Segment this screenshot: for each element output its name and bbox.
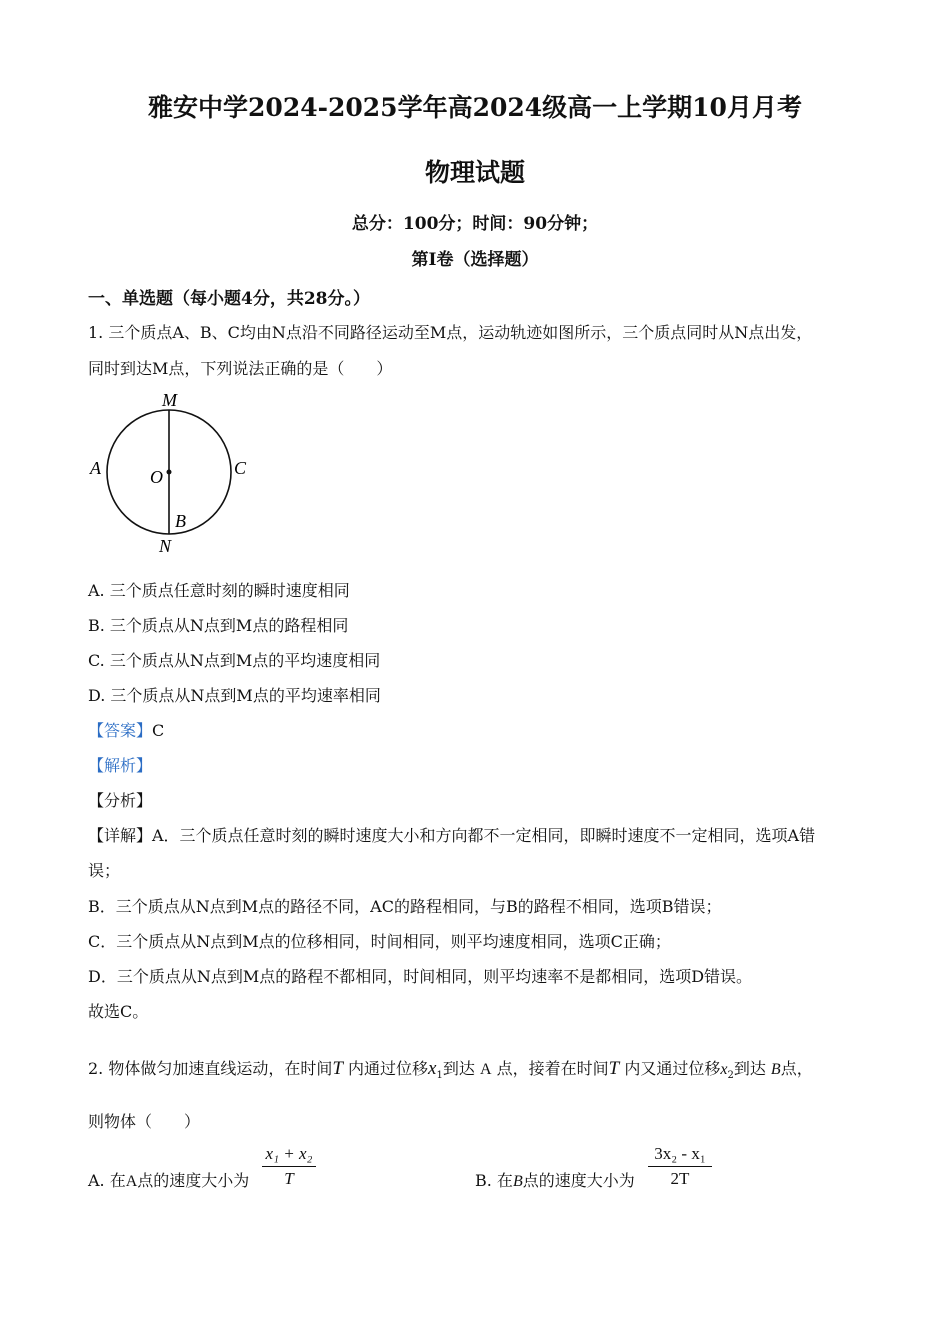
q2-stem-mid2: 到达 <box>442 1059 475 1078</box>
q2-opt-b-point: B <box>512 1173 523 1190</box>
analysis-tag: 【解析】 <box>88 756 153 775</box>
q2-time-t2: T <box>608 1058 620 1079</box>
q2-opt-a-denominator: T <box>284 1169 294 1188</box>
answer-tag: 【答案】 <box>88 721 153 740</box>
q2-opt-a-fraction <box>262 1144 316 1189</box>
q2-opt-b-numerator: 3x₂ - x₁ <box>654 1144 706 1163</box>
q2-opt-b-denominator: 2T <box>670 1169 690 1188</box>
q1-circle-figure <box>86 388 256 558</box>
q2-opt-a-numerator: x₁ + x₂ <box>265 1144 313 1163</box>
q1-stem-line2: 同时到达M点，下列说法正确的是（ ） <box>88 359 393 378</box>
q2-stem-end: 点， <box>780 1059 813 1078</box>
q1-detail-b: B．三个质点从N点到M点的路径不同，AC的路程相同，与B的路程不相同，选项B错误； <box>88 897 722 916</box>
center-dot <box>167 470 172 475</box>
section-heading: 一、单选题（每小题4分，共28分。） <box>88 289 370 309</box>
q2-option-a <box>88 1168 249 1191</box>
q1-option-a: A. 三个质点任意时刻的瞬时速度相同 <box>88 581 350 600</box>
q2-x2: x <box>720 1061 728 1078</box>
q2-stem-mid1: 内通过位移 <box>348 1059 429 1078</box>
q2-opt-a-post: 点的速度大小为 <box>137 1171 250 1190</box>
q2-stem-line1 <box>88 1056 813 1081</box>
q1-option-d: D. 三个质点从N点到M点的平均速率相同 <box>88 686 381 705</box>
answer-value: C <box>152 721 165 740</box>
q2-point-b: B <box>770 1061 781 1078</box>
q2-stem-line2: 则物体（ ） <box>88 1112 201 1131</box>
exam-meta: 总分：100分；时间：90分钟； <box>351 214 599 234</box>
fenxi-tag: 【分析】 <box>88 791 153 810</box>
q2-opt-b-fraction-bar <box>648 1166 712 1167</box>
q1-option-b: B. 三个质点从N点到M点的路程相同 <box>88 616 349 635</box>
q2-stem-pre: 2. 物体做匀加速直线运动，在时间 <box>88 1059 333 1078</box>
q2-opt-a-pre: A. 在 <box>88 1171 126 1190</box>
q2-opt-a-fraction-bar <box>262 1166 316 1167</box>
q1-detail-line1: 【详解】A．三个质点任意时刻的瞬时速度大小和方向都不一定相同，即瞬时速度不一定相同，选项A错 <box>88 826 816 845</box>
label-b: B <box>175 511 186 531</box>
q1-detail-d: D．三个质点从N点到M点的路程不都相同，时间相同，则平均速率不是都相同，选项D错误。 <box>88 967 753 986</box>
q1-answer <box>88 718 164 741</box>
q1-conclusion: 故选C。 <box>88 1002 149 1021</box>
q1-option-c: C. 三个质点从N点到M点的平均速度相同 <box>88 651 381 670</box>
q2-opt-b-pre: B. 在 <box>475 1171 513 1190</box>
q2-stem-mid3: 点，接着在时间 <box>496 1059 609 1078</box>
q2-option-b <box>475 1168 635 1191</box>
label-m: M <box>162 390 177 410</box>
q1-detail-line2: 误； <box>88 861 121 880</box>
volume-heading: 第I卷（选择题） <box>411 250 539 270</box>
label-a: A <box>90 458 101 478</box>
exam-subtitle: 物理试题 <box>424 158 525 187</box>
q1-stem-line1: 1. 三个质点A、B、C均由N点沿不同路径运动至M点，运动轨迹如图所示，三个质点同时从N点出发， <box>88 323 813 342</box>
q2-x2-sub: 2 <box>727 1070 734 1082</box>
q2-opt-a-point: A <box>125 1173 138 1190</box>
exam-title: 雅安中学2024-2025学年高2024级高一上学期10月月考 <box>148 93 802 122</box>
q2-point-a: A <box>479 1061 492 1078</box>
label-o: O <box>150 467 163 487</box>
label-c: C <box>234 458 247 478</box>
q2-opt-b-fraction <box>648 1144 712 1189</box>
label-n: N <box>159 536 172 556</box>
q1-detail-c: C．三个质点从N点到M点的位移相同，时间相同，则平均速度相同，选项C正确； <box>88 932 671 951</box>
q2-opt-b-post: 点的速度大小为 <box>522 1171 635 1190</box>
q2-time-t1: T <box>332 1058 343 1079</box>
q2-x1: x <box>428 1058 437 1079</box>
q2-stem-mid5: 到达 <box>733 1059 766 1078</box>
q2-x1-sub: 1 <box>436 1070 443 1082</box>
q2-stem-mid4: 内又通过位移 <box>624 1059 721 1078</box>
